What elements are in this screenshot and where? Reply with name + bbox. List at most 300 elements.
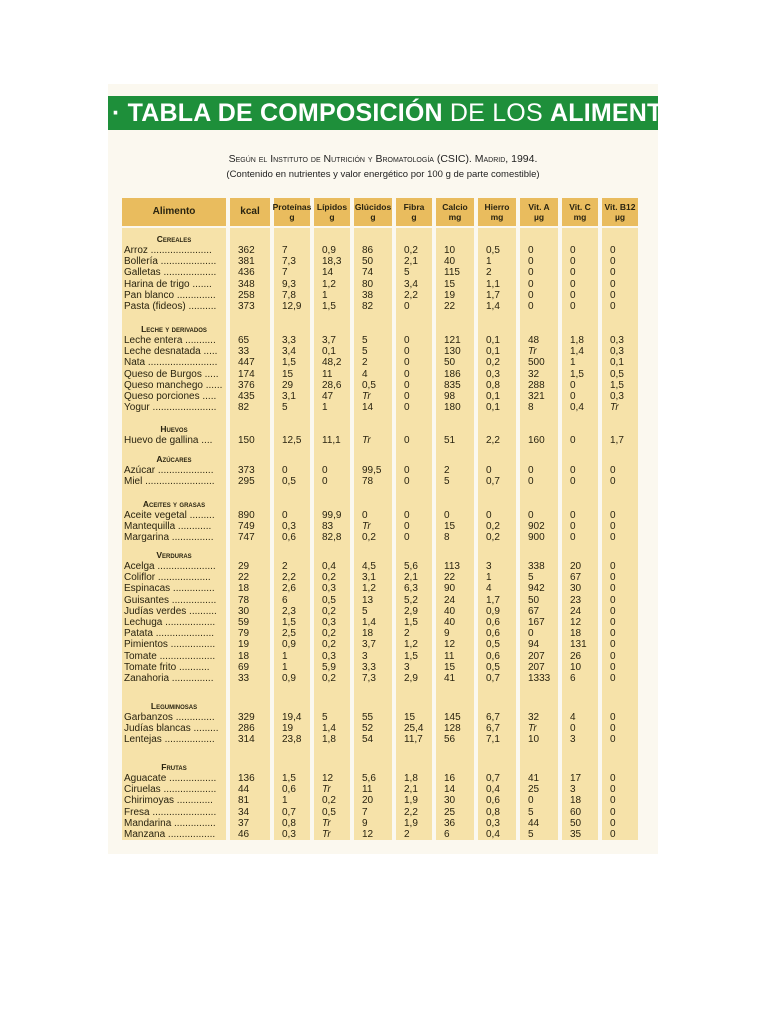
value-cell: 0,4	[486, 784, 500, 796]
value-cell: 0,3	[610, 391, 624, 402]
value-cell: 0	[404, 335, 410, 346]
value-cell: 15	[444, 278, 456, 290]
value-cell: 10	[528, 734, 540, 746]
food-name: Chirimoyas .............	[124, 795, 213, 807]
value-cell: 13	[362, 594, 374, 606]
value-cell: 0	[570, 476, 576, 488]
source-subtitle: Según el Instituto de Nutrición y Bromatología (CSIC). Madrid, 1994.	[228, 153, 538, 165]
section-title: Huevos	[160, 424, 188, 434]
value-cell: 52	[362, 723, 374, 735]
value-cell: 747	[238, 532, 255, 544]
value-cell: 40	[444, 617, 456, 628]
value-cell: 2	[362, 357, 368, 369]
value-cell: 24	[444, 594, 456, 606]
column-header-label: Vit. C	[569, 202, 591, 212]
value-cell: 74	[362, 267, 374, 279]
column-header-label: Vit. B12	[604, 202, 636, 212]
value-cell: 15	[444, 661, 456, 673]
food-name: Pimientos ................	[124, 639, 216, 651]
value-cell: 5	[528, 829, 534, 840]
value-cell: 0,9	[282, 673, 296, 684]
value-cell: 5,2	[404, 594, 418, 606]
value-cell: 12,9	[282, 301, 302, 312]
value-cell: 10	[570, 661, 582, 673]
value-cell: 0	[528, 256, 534, 268]
value-cell: 7,3	[282, 256, 296, 268]
value-cell: 99,5	[362, 465, 382, 476]
value-cell: 0,3	[610, 346, 624, 358]
value-cell: 5	[362, 335, 368, 346]
value-cell: 113	[444, 561, 460, 572]
section-title: Leguminosas	[150, 701, 198, 711]
food-name: Lechuga ..................	[124, 617, 216, 628]
value-cell: 0,7	[486, 673, 500, 684]
value-cell: 14	[362, 402, 374, 414]
value-cell: 14	[444, 784, 456, 796]
value-cell: 1,5	[610, 379, 624, 391]
value-cell: 99,9	[322, 510, 342, 521]
value-cell: 5	[322, 712, 328, 723]
value-cell: 0	[610, 617, 616, 628]
value-cell: 11	[322, 368, 333, 380]
value-cell: 0,3	[322, 583, 336, 595]
food-name: Pan blanco ..............	[124, 289, 216, 301]
column-header	[602, 198, 638, 226]
value-cell: 0	[322, 465, 328, 476]
value-cell: 1,8	[322, 734, 336, 746]
value-cell: 0	[570, 278, 576, 290]
value-cell: 47	[322, 391, 334, 402]
food-name: Fresa .......................	[124, 806, 217, 818]
value-cell: 7	[362, 806, 368, 818]
title-suffix: ALIMENTOS	[549, 99, 699, 127]
value-cell: Tr	[322, 817, 331, 829]
value-cell: 5	[282, 402, 288, 414]
value-cell: 1333	[528, 673, 551, 684]
value-cell: 24	[570, 605, 582, 617]
column-header	[274, 198, 310, 226]
value-cell: Tr	[322, 784, 331, 796]
food-name: Patata .....................	[124, 628, 215, 640]
food-name: Acelga .....................	[124, 561, 216, 572]
value-cell: 30	[238, 605, 250, 617]
value-cell: 0	[404, 357, 410, 369]
value-cell: 6,7	[486, 723, 500, 735]
food-name: Margarina ...............	[124, 532, 214, 544]
value-cell: 60	[570, 806, 582, 818]
value-cell: 2,1	[404, 572, 418, 584]
value-cell: 1,5	[282, 773, 296, 784]
value-cell: 3	[570, 734, 576, 746]
value-cell: 1,4	[322, 723, 336, 735]
value-cell: 0	[362, 510, 368, 521]
food-name: Garbanzos ..............	[124, 712, 215, 723]
value-cell: 0,6	[486, 650, 500, 662]
food-name: Queso de Burgos .....	[124, 368, 219, 380]
value-cell: 0,3	[610, 335, 624, 346]
column-header	[354, 198, 392, 226]
value-cell: 1	[322, 402, 328, 414]
column-header-unit: g	[289, 212, 295, 222]
column-header-unit: mg	[490, 212, 504, 222]
value-cell: 0,2	[322, 605, 336, 617]
value-cell: 11	[362, 784, 373, 796]
value-cell: 0	[610, 278, 616, 290]
value-cell: 55	[362, 712, 374, 723]
value-cell: 18	[238, 650, 250, 662]
food-name: Tomate ....................	[124, 650, 216, 662]
value-cell: 56	[444, 734, 456, 746]
value-cell: 0	[528, 267, 534, 279]
value-cell: 32	[528, 712, 540, 723]
food-name: Lentejas ..................	[124, 734, 215, 746]
value-cell: 0,6	[282, 532, 296, 544]
value-cell: 0	[610, 532, 616, 544]
value-cell: 0	[404, 391, 410, 402]
value-cell: 373	[238, 465, 255, 476]
value-cell: 78	[238, 594, 250, 606]
value-cell: 0	[610, 773, 616, 784]
value-cell: 86	[362, 245, 374, 256]
value-cell: 207	[528, 650, 545, 662]
value-cell: 0,1	[322, 346, 336, 358]
value-cell: 7,3	[362, 673, 376, 684]
value-cell: 942	[528, 583, 545, 595]
value-cell: 6	[570, 673, 576, 684]
value-cell: 2,5	[282, 628, 296, 640]
value-cell: 36	[444, 817, 456, 829]
column-header-label: Proteínas	[272, 202, 312, 212]
value-cell: 19	[444, 289, 456, 301]
value-cell: 0	[610, 806, 616, 818]
value-cell: 2,6	[282, 583, 296, 595]
value-cell: 19	[238, 639, 250, 651]
value-cell: 295	[238, 476, 255, 488]
value-cell: 3,7	[362, 639, 376, 651]
value-cell: 0	[322, 476, 328, 488]
value-cell: 0	[570, 532, 576, 544]
value-cell: 1	[570, 357, 576, 369]
food-name: Harina de trigo .......	[124, 278, 212, 290]
value-cell: 5,9	[322, 661, 336, 673]
food-name: Espinacas ...............	[124, 583, 215, 595]
value-cell: 20	[570, 561, 582, 572]
column-header	[562, 198, 598, 226]
value-cell: 0	[404, 379, 410, 391]
value-cell: 2,3	[282, 605, 296, 617]
section-title: Aceites y grasas	[142, 499, 206, 509]
value-cell: 18	[238, 583, 250, 595]
value-cell: 0	[282, 510, 288, 521]
food-name: Huevo de gallina ....	[124, 435, 213, 446]
value-cell: 0	[404, 532, 410, 544]
value-cell: 3	[486, 561, 492, 572]
column-header	[520, 198, 558, 226]
value-cell: 348	[238, 278, 255, 290]
value-cell: 0	[404, 476, 410, 488]
value-cell: 30	[570, 583, 582, 595]
value-cell: 180	[444, 402, 461, 414]
value-cell: 0,6	[486, 628, 500, 640]
value-cell: 6	[444, 829, 450, 840]
value-cell: 34	[238, 806, 250, 818]
value-cell: 0	[570, 379, 576, 391]
value-cell: 20	[362, 795, 374, 807]
value-cell: 0	[610, 673, 616, 684]
value-cell: 0,5	[322, 806, 336, 818]
column-strip	[436, 228, 474, 840]
value-cell: 50	[362, 256, 374, 268]
value-cell: 37	[238, 817, 250, 829]
value-cell: 286	[238, 723, 255, 735]
value-cell: 12	[570, 617, 582, 628]
value-cell: 90	[444, 583, 456, 595]
section-title: Verduras	[156, 550, 192, 560]
value-cell: 22	[444, 572, 456, 584]
column-header-unit: µg	[614, 212, 626, 222]
value-cell: 5	[528, 806, 534, 818]
value-cell: 321	[528, 391, 545, 402]
food-name: Yogur .......................	[124, 402, 217, 414]
value-cell: 0,3	[282, 829, 296, 840]
value-cell: 35	[570, 829, 582, 840]
food-name: Judías blancas .........	[124, 723, 219, 735]
value-cell: 0,4	[486, 829, 500, 840]
value-cell: 0,2	[322, 639, 336, 651]
value-cell: 0,9	[486, 605, 500, 617]
value-cell: 3,4	[404, 278, 418, 290]
value-cell: 78	[362, 476, 374, 488]
value-cell: 136	[238, 773, 255, 784]
value-cell: 890	[238, 510, 255, 521]
column-header-label: Lípidos	[316, 202, 348, 212]
value-cell: 749	[238, 521, 255, 533]
value-cell: 0,2	[362, 532, 376, 544]
section-title: Cereales	[156, 234, 192, 244]
value-cell: 1	[282, 650, 288, 662]
value-cell: 0	[570, 435, 576, 446]
value-cell: 14	[322, 267, 334, 279]
value-cell: 83	[322, 521, 334, 533]
value-cell: 29	[238, 561, 250, 572]
value-cell: 0,2	[486, 521, 500, 533]
value-cell: 9,3	[282, 278, 296, 290]
value-cell: 69	[238, 661, 250, 673]
value-cell: 0	[528, 289, 534, 301]
value-cell: 0	[610, 594, 616, 606]
value-cell: 1	[282, 661, 288, 673]
value-cell: 40	[444, 256, 456, 268]
page-title	[108, 96, 699, 130]
food-name: Bollería ....................	[124, 256, 217, 268]
value-cell: 0,3	[282, 521, 296, 533]
value-cell: 1	[322, 289, 328, 301]
value-cell: 0	[610, 817, 616, 829]
value-cell: 12	[444, 639, 456, 651]
value-cell: 50	[570, 817, 582, 829]
value-cell: 32	[528, 368, 540, 380]
value-cell: 67	[570, 572, 582, 584]
value-cell: 0,7	[486, 773, 500, 784]
value-cell: 128	[444, 723, 461, 735]
value-cell: 115	[444, 267, 460, 279]
value-cell: 0	[610, 476, 616, 488]
food-name: Coliflor ...................	[124, 572, 211, 584]
value-cell: 0,5	[322, 594, 336, 606]
value-cell: 38	[362, 289, 374, 301]
value-cell: 0,5	[282, 476, 296, 488]
value-cell: 0	[486, 465, 492, 476]
value-cell: 7,1	[486, 734, 500, 746]
value-cell: 0	[528, 510, 534, 521]
value-cell: 10	[444, 245, 456, 256]
food-name: Ciruelas ...................	[124, 784, 217, 796]
value-cell: 48,2	[322, 357, 342, 369]
value-cell: 0	[404, 368, 410, 380]
food-name: Nata .........................	[124, 357, 218, 369]
value-cell: Tr	[528, 346, 537, 358]
value-cell: 3	[404, 661, 410, 673]
value-cell: 1,5	[282, 357, 296, 369]
column-header	[436, 198, 474, 226]
value-cell: 0	[610, 289, 616, 301]
value-cell: 835	[444, 379, 461, 391]
value-cell: 5	[528, 572, 534, 584]
value-cell: 30	[444, 795, 456, 807]
value-cell: 0	[404, 510, 410, 521]
value-cell: 0	[610, 650, 616, 662]
value-cell: 2,2	[282, 572, 296, 584]
value-cell: 25	[444, 806, 456, 818]
value-cell: 0	[610, 510, 616, 521]
value-cell: 11	[444, 650, 455, 662]
value-cell: 0,1	[610, 357, 624, 369]
value-cell: 0,7	[282, 806, 296, 818]
value-cell: 9	[444, 628, 450, 640]
value-cell: 0	[404, 465, 410, 476]
value-cell: 0	[528, 278, 534, 290]
value-cell: 4	[486, 583, 492, 595]
value-cell: 6,3	[404, 583, 418, 595]
value-cell: 0	[610, 661, 616, 673]
value-cell: 50	[444, 357, 456, 369]
value-cell: 121	[444, 335, 461, 346]
value-cell: 0	[610, 784, 616, 796]
value-cell: 5	[362, 605, 368, 617]
value-cell: 0	[570, 267, 576, 279]
value-cell: 0,3	[486, 817, 500, 829]
section-title: Frutas	[161, 762, 187, 772]
food-name: Mandarina ...............	[124, 817, 216, 829]
value-cell: 0	[570, 301, 576, 312]
value-cell: 33	[238, 346, 250, 358]
column-strip	[602, 228, 638, 840]
value-cell: 0	[570, 510, 576, 521]
value-cell: 0	[486, 510, 492, 521]
value-cell: 67	[528, 605, 540, 617]
value-cell: 0	[610, 723, 616, 735]
value-cell: 0,2	[404, 245, 418, 256]
value-cell: 12	[362, 829, 374, 840]
value-cell: 0,5	[362, 379, 376, 391]
value-cell: 18	[570, 795, 582, 807]
value-cell: 3,1	[282, 391, 296, 402]
value-cell: 3,3	[362, 661, 376, 673]
column-strip	[562, 228, 598, 840]
value-cell: 2	[486, 267, 492, 279]
value-cell: 1,4	[570, 346, 584, 358]
value-cell: 0,8	[486, 379, 500, 391]
food-name: Queso porciones .....	[124, 391, 217, 402]
column-header-unit: g	[411, 212, 417, 222]
value-cell: 7	[282, 267, 288, 279]
value-cell: 1,4	[362, 617, 376, 628]
value-cell: 186	[444, 368, 461, 380]
value-cell: 0,5	[486, 245, 500, 256]
food-name: Tomate frito ...........	[124, 661, 210, 673]
value-cell: 381	[238, 256, 255, 268]
value-cell: 25,4	[404, 723, 424, 735]
value-cell: 1,5	[404, 650, 418, 662]
value-cell: 314	[238, 734, 255, 746]
value-cell: 22	[238, 572, 250, 584]
value-cell: 82	[238, 402, 250, 414]
value-cell: 0	[610, 605, 616, 617]
value-cell: 18	[570, 628, 582, 640]
value-cell: 1,4	[486, 301, 500, 312]
value-cell: Tr	[362, 521, 371, 533]
value-cell: 12,5	[282, 435, 302, 446]
value-cell: 1,9	[404, 795, 418, 807]
column-header-unit: g	[329, 212, 335, 222]
column-header	[230, 198, 270, 226]
value-cell: 1,2	[362, 583, 376, 595]
value-cell: 18	[362, 628, 374, 640]
value-cell: 0,1	[486, 335, 500, 346]
value-cell: 0,7	[486, 476, 500, 488]
column-strip	[396, 228, 432, 840]
value-cell: 44	[238, 784, 250, 796]
value-cell: 1,5	[404, 617, 418, 628]
value-cell: 81	[238, 795, 250, 807]
value-cell: 5	[362, 346, 368, 358]
value-cell: 1,5	[282, 617, 296, 628]
value-cell: 0,9	[322, 245, 336, 256]
value-cell: 5,6	[404, 561, 418, 572]
value-cell: 1,7	[610, 435, 624, 446]
value-cell: 0	[610, 583, 616, 595]
value-cell: 0,6	[282, 784, 296, 796]
column-header	[478, 198, 516, 226]
food-name: Guisantes ................	[124, 594, 217, 606]
value-cell: 41	[528, 773, 540, 784]
value-cell: 4,5	[362, 561, 376, 572]
value-cell: 0	[528, 465, 534, 476]
value-cell: 2,2	[404, 289, 418, 301]
food-name: Aceite vegetal .........	[124, 510, 215, 521]
value-cell: 0,2	[486, 357, 500, 369]
food-name: Queso manchego ......	[124, 379, 223, 391]
value-cell: 51	[444, 435, 456, 446]
value-cell: Tr	[362, 391, 371, 402]
value-cell: 0	[570, 723, 576, 735]
value-cell: 4	[362, 368, 368, 380]
value-cell: 79	[238, 628, 250, 640]
value-cell: 0	[610, 639, 616, 651]
value-cell: 0	[404, 402, 410, 414]
value-cell: 0,3	[322, 617, 336, 628]
value-cell: 174	[238, 368, 255, 380]
